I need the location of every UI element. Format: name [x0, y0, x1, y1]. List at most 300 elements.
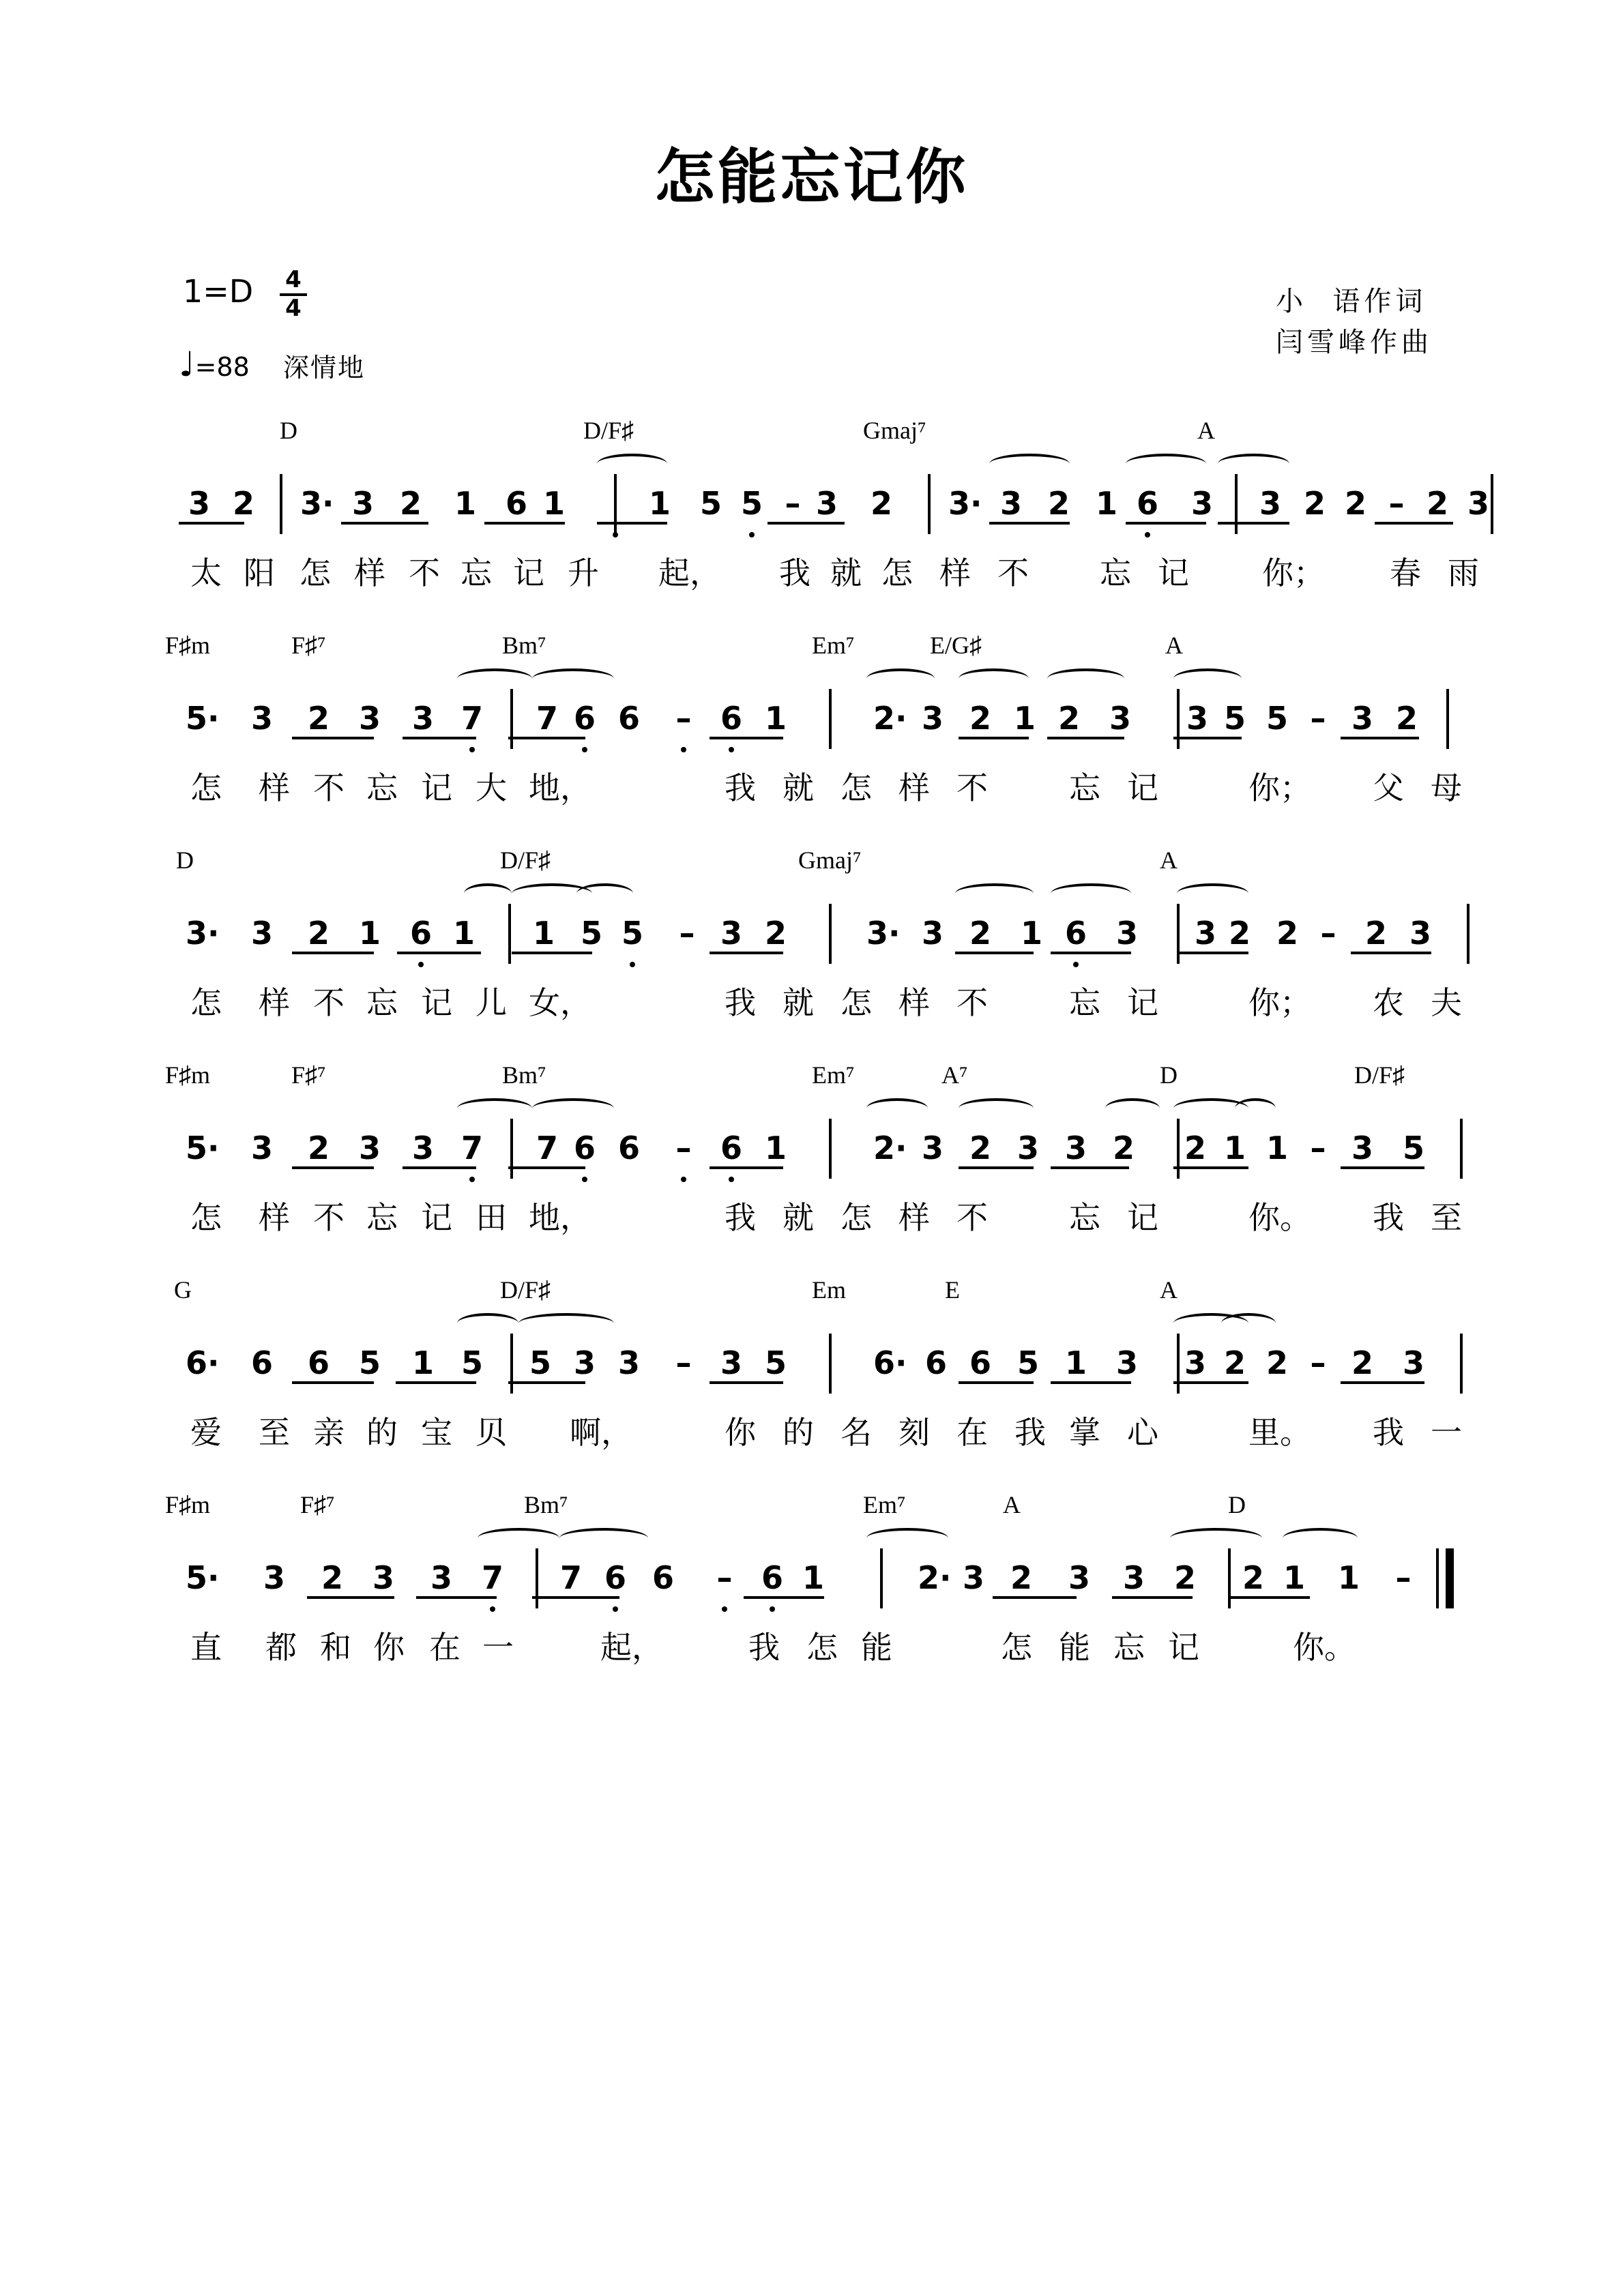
beam-underline: [1341, 1166, 1424, 1169]
lyric-character: 记: [1168, 1629, 1199, 1666]
note: 1: [802, 1559, 824, 1596]
note: 1: [1223, 1130, 1246, 1166]
lyric-character: 不: [956, 984, 988, 1021]
slur: [959, 668, 1029, 689]
low-octave-dot: [729, 1177, 734, 1182]
note: 5: [460, 1344, 483, 1381]
lyric-character: 地，: [529, 1199, 591, 1236]
lyric-character: 就: [783, 984, 814, 1021]
chord-symbol: A: [1165, 632, 1183, 659]
note: 7: [460, 700, 483, 737]
lyric-character: 在: [429, 1629, 460, 1666]
note: 7: [460, 1130, 483, 1166]
note: 6: [720, 1130, 742, 1166]
note: 3: [351, 485, 374, 522]
note: 1: [1013, 700, 1036, 737]
low-octave-dot: [630, 962, 635, 967]
lyric-character: 我: [725, 769, 756, 806]
lyric-character: 不: [313, 769, 345, 806]
chord-symbol: F♯m: [165, 1061, 211, 1089]
sustain-dash: –: [716, 1559, 733, 1596]
beam-underline: [403, 1166, 476, 1169]
note: 3: [815, 485, 838, 522]
beam-underline: [1112, 1596, 1193, 1599]
lyric-character: 怎: [190, 984, 222, 1021]
note: 1: [1337, 1559, 1360, 1596]
time-signature-top: 4: [280, 267, 307, 296]
sustain-dash: –: [1320, 915, 1336, 952]
lyric-character: 怎: [840, 769, 872, 806]
score-system: [0, 846, 1623, 1050]
slur: [1283, 1528, 1358, 1548]
low-octave-dot: [582, 747, 587, 752]
note: 2: [307, 1130, 330, 1166]
lyric-character: 就: [830, 555, 862, 591]
note: 5: [621, 915, 643, 952]
note: 6: [617, 700, 640, 737]
note: 2: [232, 485, 254, 522]
barline: [829, 689, 832, 749]
beam-underline: [1341, 737, 1419, 739]
lyric-character: 儿: [476, 984, 507, 1021]
note: 2: [969, 915, 991, 952]
beam-underline: [597, 522, 667, 525]
beam-underline: [1051, 1166, 1129, 1169]
lyric-character: 样: [939, 555, 971, 591]
note: 5: [764, 1344, 787, 1381]
note: 3: [1190, 485, 1213, 522]
slur: [457, 1313, 518, 1334]
note: 2: [1344, 485, 1366, 522]
note: 3: [1122, 1559, 1145, 1596]
lyric-character: 我: [1373, 1199, 1404, 1236]
barline: [1460, 1334, 1463, 1394]
chord-symbol: F♯⁷: [300, 1491, 335, 1518]
beam-underline: [512, 952, 592, 954]
lyric-character: 升: [568, 555, 599, 591]
slur: [464, 883, 512, 904]
low-octave-dot: [613, 532, 618, 538]
note: 2: [1112, 1130, 1135, 1166]
note: 3·: [866, 915, 901, 952]
chord-symbol: D: [176, 847, 194, 874]
lyric-character: 农: [1373, 984, 1404, 1021]
chord-symbol: E: [945, 1276, 960, 1304]
lyric-character: 的: [366, 1414, 398, 1451]
tempo-value: =88: [194, 352, 250, 382]
lyric-character: 记: [421, 769, 452, 806]
lyric-character: 你；: [1248, 769, 1311, 806]
lyric-character: 爱: [190, 1414, 222, 1451]
beam-underline: [710, 1381, 783, 1384]
lyric-character: 怎: [190, 769, 222, 806]
barline: [1177, 689, 1180, 749]
slur: [576, 883, 633, 904]
slur: [457, 668, 532, 689]
note: 3: [1467, 485, 1489, 522]
note: 2: [1351, 1344, 1373, 1381]
beam-underline: [396, 1381, 476, 1384]
note: 3: [573, 1344, 596, 1381]
note: 3: [921, 700, 944, 737]
lyric-character: 夫: [1431, 984, 1462, 1021]
sustain-dash: –: [1310, 1130, 1326, 1166]
beam-underline: [292, 952, 374, 954]
barline: [1460, 1119, 1463, 1179]
note: 2: [399, 485, 422, 522]
lyric-character: 心: [1127, 1414, 1158, 1451]
slur: [559, 1528, 648, 1548]
beam-underline: [484, 522, 565, 525]
note: 2: [969, 1130, 991, 1166]
sustain-dash: –: [1310, 700, 1326, 737]
lyric-character: 就: [783, 769, 814, 806]
lyric-character: 样: [259, 769, 290, 806]
sustain-dash: –: [675, 1344, 692, 1381]
barline: [1235, 474, 1238, 534]
chord-symbol: D: [1160, 1061, 1178, 1089]
note: 5: [1266, 700, 1288, 737]
note: 3: [250, 915, 273, 952]
note: 6: [1064, 915, 1087, 952]
slur: [1047, 668, 1124, 689]
note: 5·: [186, 700, 220, 737]
barline: [1177, 1119, 1180, 1179]
chord-symbol: F♯⁷: [291, 1061, 326, 1089]
sustain-dash: –: [1310, 1344, 1326, 1381]
lyric-character: 样: [898, 984, 930, 1021]
note: 6: [409, 915, 432, 952]
note: 6: [573, 700, 596, 737]
beam-underline: [959, 1166, 1034, 1169]
note: 6: [761, 1559, 783, 1596]
note: 1: [1064, 1344, 1087, 1381]
slur: [1218, 454, 1289, 474]
slur: [1173, 668, 1242, 689]
note: 1: [411, 1344, 434, 1381]
low-octave-dot: [749, 532, 755, 538]
beam-underline: [403, 737, 476, 739]
note: 1: [1095, 485, 1117, 522]
note: 6: [1136, 485, 1158, 522]
note: 1: [542, 485, 565, 522]
lyric-character: 样: [898, 769, 930, 806]
beam-underline: [1047, 737, 1124, 739]
chord-symbol: D/F♯: [500, 1276, 551, 1304]
note: 6·: [186, 1344, 220, 1381]
note: 5: [529, 1344, 551, 1381]
sustain-dash: –: [785, 485, 801, 522]
sustain-dash: –: [675, 1130, 692, 1166]
lyric-character: 样: [259, 984, 290, 1021]
note: 2·: [918, 1559, 952, 1596]
barline: [536, 1548, 538, 1608]
lyric-character: 你；: [1262, 555, 1325, 591]
note: 2: [1047, 485, 1070, 522]
expression-marking: 深情地: [283, 353, 366, 383]
beam-underline: [710, 1166, 783, 1169]
note: 6: [505, 485, 527, 522]
note: 2: [1276, 915, 1298, 952]
chord-symbol: F♯⁷: [291, 632, 326, 659]
note: 2·: [873, 700, 907, 737]
lyric-character: 忘: [366, 769, 398, 806]
note: 2: [1266, 1344, 1288, 1381]
barline: [1467, 904, 1470, 964]
lyric-character: 啊，: [570, 1414, 632, 1451]
low-octave-dot: [1073, 962, 1079, 967]
lyric-character: 不: [956, 1199, 988, 1236]
slur: [518, 1313, 614, 1334]
beam-underline: [955, 952, 1034, 954]
lyric-character: 不: [997, 555, 1029, 591]
slur: [1105, 1098, 1160, 1119]
lyric-character: 一: [1431, 1414, 1462, 1451]
beam-underline: [292, 1381, 374, 1384]
lyric-character: 雨: [1448, 555, 1479, 591]
lyric-character: 怎: [1001, 1629, 1032, 1666]
note: 3: [1068, 1559, 1090, 1596]
time-signature: [280, 267, 307, 321]
lyric-character: 记: [421, 1199, 452, 1236]
time-signature-bottom: 4: [285, 295, 302, 322]
barline: [1177, 904, 1180, 964]
note: 2: [1242, 1559, 1264, 1596]
lyric-character: 我: [1373, 1414, 1404, 1451]
low-octave-dot: [469, 1177, 475, 1182]
beam-underline: [1051, 952, 1131, 954]
slur: [1051, 883, 1131, 904]
sustain-dash: –: [1388, 485, 1405, 522]
note: 3: [250, 700, 273, 737]
note: 3: [411, 1130, 434, 1166]
lyric-character: 忘: [1113, 1629, 1145, 1666]
note: 6: [617, 1130, 640, 1166]
sustain-dash: –: [675, 700, 692, 737]
barline: [280, 474, 282, 534]
chord-symbol: A: [1160, 847, 1178, 874]
lyric-character: 样: [259, 1199, 290, 1236]
note: 2: [870, 485, 892, 522]
chord-symbol: F♯m: [165, 632, 211, 659]
chord-symbol: Em: [812, 1276, 846, 1304]
lyric-character: 记: [513, 555, 544, 591]
final-barline-thick: [1446, 1548, 1454, 1608]
note: 2: [1228, 915, 1251, 952]
score-system: [0, 1061, 1623, 1265]
note: 1: [358, 915, 381, 952]
lyric-character: 至: [1431, 1199, 1462, 1236]
chord-symbol: Bm⁷: [502, 632, 546, 659]
lyric-character: 能: [861, 1629, 892, 1666]
note: 7: [481, 1559, 503, 1596]
lyric-character: 和: [320, 1629, 351, 1666]
lyric-character: 记: [1127, 1199, 1158, 1236]
note: 2: [307, 700, 330, 737]
note: 5: [699, 485, 722, 522]
beam-underline: [744, 1596, 824, 1599]
note: 3: [1109, 700, 1131, 737]
barline: [928, 474, 931, 534]
note: 7: [536, 700, 558, 737]
note: 1: [1283, 1559, 1305, 1596]
beam-underline: [993, 1596, 1077, 1599]
note: 1: [648, 485, 671, 522]
chord-symbol: A⁷: [941, 1061, 968, 1089]
beam-underline: [1177, 952, 1248, 954]
low-octave-dot: [582, 1177, 587, 1182]
slur: [955, 883, 1034, 904]
note: 6: [720, 700, 742, 737]
note: 2: [1364, 915, 1387, 952]
slur: [1235, 1098, 1276, 1119]
note: 2: [764, 915, 787, 952]
beam-underline: [397, 952, 481, 954]
note: 6: [604, 1559, 626, 1596]
sustain-dash: –: [1395, 1559, 1412, 1596]
barline: [1446, 689, 1449, 749]
sustain-dash: –: [679, 915, 695, 952]
lyricist-credit: 小 语作词: [1276, 286, 1427, 317]
lyric-character: 起，: [600, 1629, 663, 1666]
lyric-character: 春: [1390, 555, 1421, 591]
beam-underline: [1375, 522, 1453, 525]
lyric-character: 里。: [1248, 1414, 1311, 1451]
note: 3: [1351, 700, 1373, 737]
note: 3: [188, 485, 210, 522]
note: 3: [358, 700, 381, 737]
chord-symbol: Em⁷: [812, 1061, 855, 1089]
lyric-character: 你。: [1248, 1199, 1311, 1236]
note: 2: [1395, 700, 1418, 737]
lyric-character: 不: [313, 984, 345, 1021]
note: 2: [1010, 1559, 1032, 1596]
barline: [829, 904, 832, 964]
slur: [866, 1098, 928, 1119]
beam-underline: [959, 1381, 1034, 1384]
note: 3: [411, 700, 434, 737]
slur: [478, 1528, 559, 1548]
note: 3: [921, 915, 944, 952]
lyric-character: 直: [190, 1629, 222, 1666]
lyric-character: 怎: [881, 555, 913, 591]
note: 2: [1173, 1559, 1196, 1596]
beam-underline: [416, 1596, 497, 1599]
chord-symbol: Bm⁷: [502, 1061, 546, 1089]
note: 2·: [873, 1130, 907, 1166]
note: 3: [999, 485, 1022, 522]
note: 2: [1184, 1130, 1206, 1166]
note: 5·: [186, 1130, 220, 1166]
beam-underline: [1173, 1381, 1248, 1384]
slur: [866, 668, 935, 689]
chord-symbol: Em⁷: [863, 1491, 906, 1518]
score-system: [0, 416, 1623, 621]
slur: [1221, 1313, 1276, 1334]
lyric-character: 忘: [1069, 984, 1100, 1021]
note: 3: [921, 1130, 944, 1166]
barline: [510, 689, 513, 749]
low-octave-dot: [418, 962, 424, 967]
tempo-marking: [179, 344, 250, 384]
lyric-character: 刻: [898, 1414, 930, 1451]
lyric-character: 我: [1014, 1414, 1046, 1451]
note: 5: [1402, 1130, 1424, 1166]
barline: [510, 1119, 513, 1179]
chord-symbol: D/F♯: [1354, 1061, 1405, 1089]
note: 2: [307, 915, 330, 952]
beam-underline: [292, 737, 374, 739]
chord-symbol: A: [1160, 1276, 1178, 1304]
chord-symbol: E/G♯: [930, 632, 982, 659]
low-octave-dot: [729, 747, 734, 752]
note: 6: [307, 1344, 330, 1381]
lyric-character: 不: [313, 1199, 345, 1236]
note: 3·: [186, 915, 220, 952]
slur: [959, 1098, 1034, 1119]
lyric-character: 你。: [1293, 1629, 1356, 1666]
lyric-character: 你: [373, 1629, 405, 1666]
slur: [1177, 883, 1248, 904]
note: 3: [1259, 485, 1281, 522]
note: 6: [969, 1344, 991, 1381]
lyric-character: 我: [725, 1199, 756, 1236]
note: 3: [720, 915, 742, 952]
lyric-character: 就: [783, 1199, 814, 1236]
note: 1: [764, 700, 787, 737]
lyric-character: 样: [354, 555, 385, 591]
lyric-character: 太: [190, 555, 222, 591]
note: 7: [536, 1130, 558, 1166]
note: 2: [969, 700, 991, 737]
note: 3: [358, 1130, 381, 1166]
barline: [1491, 474, 1493, 534]
note: 6·: [873, 1344, 907, 1381]
lyric-character: 我: [748, 1629, 780, 1666]
score-system: [0, 631, 1623, 836]
beam-underline: [989, 522, 1070, 525]
low-octave-dot: [1145, 532, 1150, 538]
beam-underline: [508, 1166, 585, 1169]
beam-underline: [1228, 1596, 1310, 1599]
beam-underline: [1173, 1166, 1248, 1169]
lyric-character: 忘: [460, 555, 492, 591]
beam-underline: [1126, 522, 1206, 525]
barline: [508, 904, 511, 964]
lyric-character: 母: [1431, 769, 1462, 806]
score-system: [0, 1276, 1623, 1480]
note: 2: [1303, 485, 1326, 522]
lyric-character: 忘: [366, 1199, 398, 1236]
low-octave-dot: [613, 1606, 618, 1612]
score-system: [0, 1490, 1623, 1695]
lyric-character: 我: [779, 555, 810, 591]
note: 2: [1057, 700, 1080, 737]
chord-symbol: Gmaj⁷: [863, 417, 926, 444]
lyric-character: 忘: [1100, 555, 1131, 591]
low-octave-dot: [681, 1177, 686, 1182]
note: 1: [1020, 915, 1042, 952]
note: 5·: [186, 1559, 220, 1596]
note: 7: [559, 1559, 582, 1596]
note: 3: [962, 1559, 984, 1596]
note: 5: [1223, 700, 1246, 737]
note: 2: [321, 1559, 343, 1596]
note: 6: [652, 1559, 674, 1596]
note: 5: [740, 485, 763, 522]
beam-underline: [1173, 737, 1242, 739]
beam-underline: [959, 737, 1029, 739]
